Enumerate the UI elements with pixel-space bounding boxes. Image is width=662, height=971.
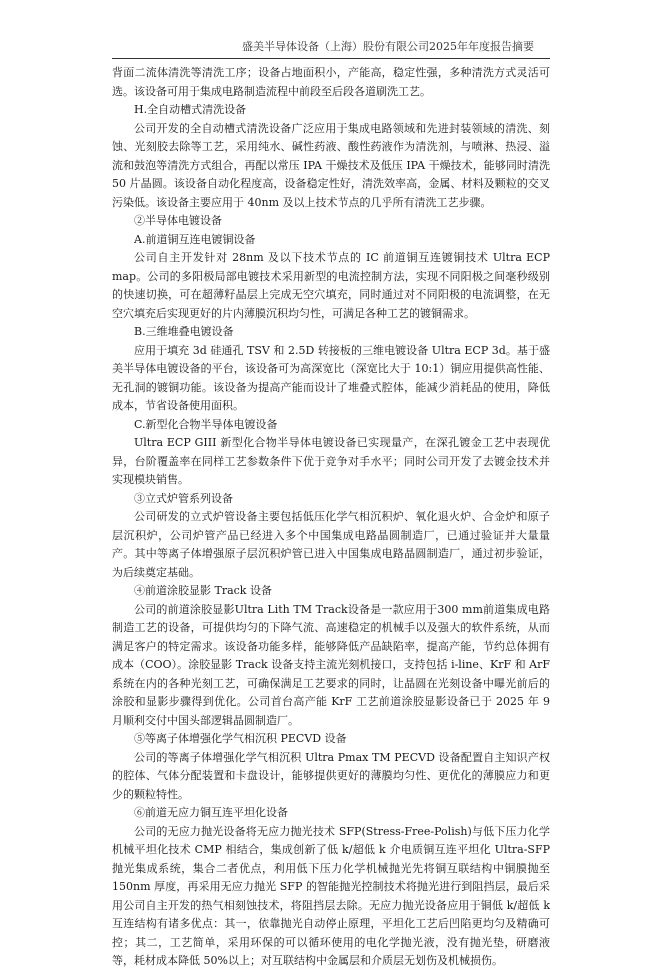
paragraph-furnace: 公司研发的立式炉管设备主要包括低压化学气相沉积炉、氧化退火炉、合金炉和原子层沉积炉，公司炉管产品已经进入多个中国集成电路晶圆制造厂，已通过验证并大量量产。其中等离子体增强原子层沉积炉管已进入中国集成电路晶圆制造厂，通过初步验证，为后续奠定基础。	[112, 510, 550, 579]
heading-front-end-copper-plating: A.前道铜互连电镀铜设备	[134, 232, 256, 246]
paragraph-sfp: 公司的无应力抛光设备将无应力抛光技术 SFP(Stress-Free-Polish)与低下压力化学机械平坦化技术 CMP 相结合，集成创新了低 k/超低 k 介电质铜互连平坦化 Ultra-SFP 抛光集成系统，集合二者优点，利用低下压力化学机械抛光先将铜互联结构中铜膜抛至 150nm 厚度，再采用无应力抛光 SFP 的智能抛光控制技术将抛光进行到阻挡层，最后采用公司自主开发的热气相刻蚀技术，将阻挡层去除。无应力抛光设备应用于铜低 k/超低 k 互连结构有诸多优点：其一，依靠抛光自动停止原理，平坦化工艺后凹陷更均匀及精确可控；其二，工艺简单，采用环保的可以循环使用的电化学抛光液，没有抛光垫，研磨液等，耗材成本降低 50%以上；对互联结构中金属层和介质层无划伤及机械损伤。	[112, 824, 550, 967]
paragraph-3d-plating: 应用于填充 3d 硅通孔 TSV 和 2.5D 转接板的三维电镀设备 Ultra ECP 3d。基于盛美半导体电镀设备的平台，该设备可为高深宽比（深宽比大于 10:1）铜应用提供高性能、无孔洞的镀铜功能。该设备为提高产能而设计了堆叠式腔体，能减少消耗品的使用，降低成本，节省设备使用面积。	[112, 343, 550, 412]
heading-compound-plating: C.新型化合物半导体电镀设备	[134, 417, 278, 431]
paragraph-cleaning-continued: 背面二流体清洗等清洗工序；设备占地面积小，产能高，稳定性强，多种清洗方式灵活可选。该设备可用于集成电路制造流程中前段至后段各道刷洗工艺。	[112, 66, 550, 98]
page-header	[0, 40, 662, 54]
header-title: 盛美半导体设备（上海）股份有限公司2025年年度报告摘要	[242, 40, 534, 53]
paragraph-front-end-copper-plating: 公司自主开发针对 28nm 及以下技术节点的 IC 前道铜互连镀铜技术 Ultra ECP map。公司的多阳极局部电镀技术采用新型的电流控制方法，实现不同阳极之间毫秒级别的快速切换，可在超薄籽晶层上完成无空穴填充，同时通过对不同阳极的电流调整，在无空穴填充后实现更好的片内薄膜沉积均匀性，可满足各种工艺的镀铜需求。	[112, 251, 550, 320]
heading-sfp: ⑥前道无应力铜互连平坦化设备	[134, 806, 288, 819]
heading-pecvd: ⑤等离子体增强化学气相沉积 PECVD 设备	[134, 732, 347, 745]
paragraph-compound-plating: Ultra ECP GIII 新型化合物半导体电镀设备已实现量产，在深孔镀金工艺中表现优异，台阶覆盖率在同样工艺参数条件下优于竞争对手水平；同时公司开发了去镀金技术并实现模块销售。	[112, 436, 550, 486]
heading-track: ④前道涂胶显影 Track 设备	[134, 584, 272, 597]
heading-wet-bench-cleaning: H.全自动槽式清洗设备	[134, 103, 247, 116]
paragraph-track: 公司的前道涂胶显影Ultra Lith TM Track设备是一款应用于300 mm前道集成电路制造工艺的设备，可提供均匀的下降气流、高速稳定的机械手以及强大的软件系统，从而满足客户的特定需求。该设备功能多样，能够降低产品缺陷率，提高产能，节约总体拥有成本（COO）。涂胶显影 Track 设备支持主流光刻机接口，支持包括 i-line、KrF 和 ArF 系统在内的各种光刻工艺，可确保满足工艺要求的同时，让晶圆在光刻设备中曝光前后的涂胶和显影步骤得到优化。公司首台高产能 KrF 工艺前道涂胶显影设备已于 2025 年 9 月顺利交付中国头部逻辑晶圆制造厂。	[112, 602, 550, 727]
header-rule	[112, 58, 550, 59]
heading-3d-plating: B.三维堆叠电镀设备	[134, 325, 234, 338]
heading-electroplating: ②半导体电镀设备	[134, 214, 222, 227]
paragraph-pecvd: 公司的等离子体增强化学气相沉积 Ultra Pmax TM PECVD 设备配置自主知识产权的腔体、气体分配装置和卡盘设计，能够提供更好的薄膜均匀性、更优化的薄膜应力和更少的颗粒特性。	[112, 750, 550, 801]
document-body	[112, 64, 550, 971]
heading-furnace: ③立式炉管系列设备	[134, 491, 233, 505]
paragraph-wet-bench-cleaning: 公司开发的全自动槽式清洗设备广泛应用于集成电路领域和先进封装领域的清洗、刻蚀、光刻胶去除等工艺，采用纯水、碱性药液、酸性药液作为清洗剂，与喷淋、热浸、溢流和鼓泡等清洗方式组合，再配以常压 IPA 干燥技术及低压 IPA 干燥技术，能够同时清洗 50 片晶圆。该设备自动化程度高，设备稳定性好，清洗效率高，金属、材料及颗粒的交叉污染低。该设备主要应用于 40nm 及以上技术节点的几乎所有清洗工艺步骤。	[112, 121, 550, 209]
